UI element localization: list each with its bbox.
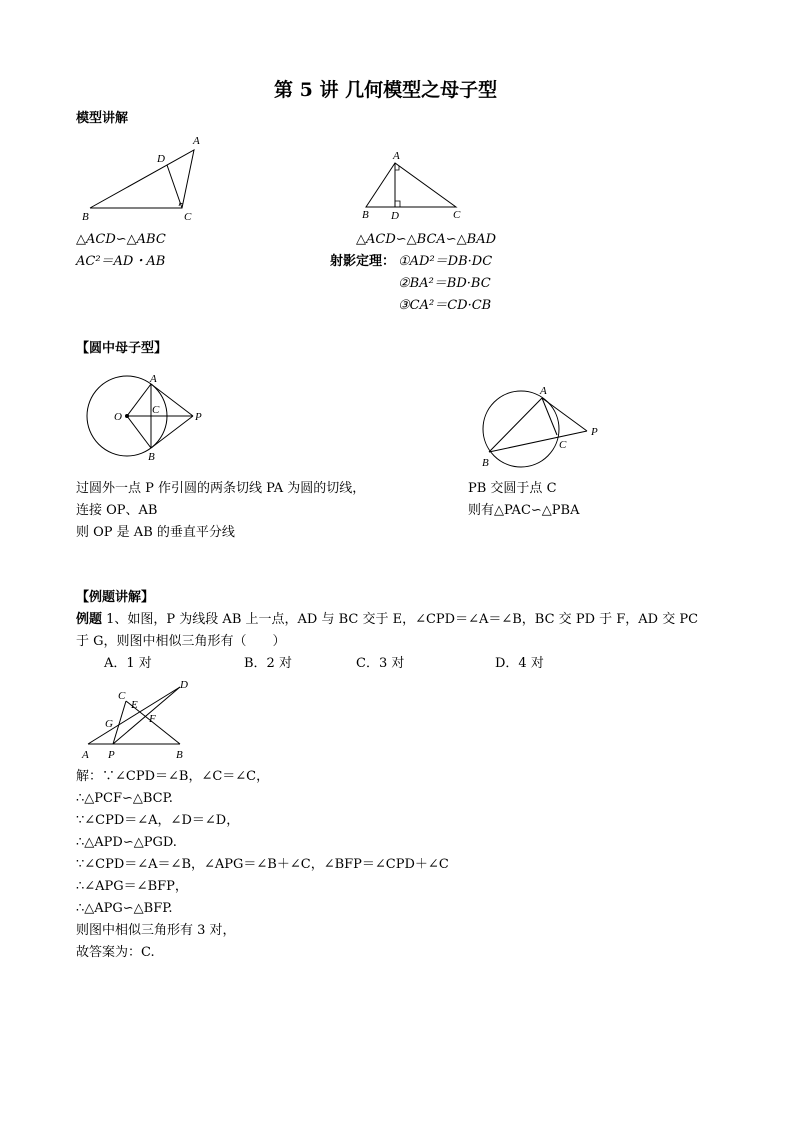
example-label-a: A <box>82 749 89 761</box>
circle2-segment-pb <box>489 431 587 452</box>
circle1-text-2: 连接 OP、AB <box>76 503 158 518</box>
solution-line-7: ∴△APG∽△BFP. <box>76 901 173 916</box>
model1-triangle <box>90 150 194 208</box>
example-label: 例题 <box>76 612 103 627</box>
circle1-radius-oa <box>127 384 151 416</box>
section-heading-model: 模型讲解 <box>76 111 129 126</box>
circle1-tangent-pb <box>151 416 193 448</box>
model2-label-d: D <box>391 210 399 222</box>
circle1-label-a: A <box>150 373 157 385</box>
model1-diagram <box>76 130 226 225</box>
option-a[interactable]: A．1 对 <box>104 656 152 671</box>
circle2-label-a: A <box>540 385 547 397</box>
model2-label-a: A <box>393 150 400 162</box>
example-question-line-1 <box>76 611 698 629</box>
model2-similar-text: △ACD∽△BCA∽△BAD <box>356 232 497 247</box>
circle1-label-c: C <box>152 404 160 416</box>
solution-line-8: 则图中相似三角形有 3 对， <box>76 923 236 938</box>
solution-line-3: ∵∠CPD＝∠A，∠D＝∠D， <box>76 813 240 828</box>
example-label-p: P <box>108 749 115 761</box>
page-title: 第 5 讲 几何模型之母子型 <box>274 79 498 101</box>
solution-line-6: ∴∠APG＝∠BFP， <box>76 879 188 894</box>
circle1-diagram <box>80 368 220 468</box>
option-b[interactable]: B．2 对 <box>244 656 292 671</box>
example-label-f: F <box>149 713 156 725</box>
section-heading-circle: 【圆中母子型】 <box>76 341 168 356</box>
example-segment-pc <box>113 701 126 744</box>
circle1-label-b: B <box>148 451 155 463</box>
model2-diagram <box>356 145 476 225</box>
theorem-item-3: ③CA²＝CD·CB <box>398 298 492 313</box>
solution-line-1: 解：∵∠CPD＝∠B，∠C＝∠C， <box>76 769 270 784</box>
circle2-segment-ab <box>489 398 542 452</box>
circle1-center-dot <box>125 414 129 418</box>
model1-label-c: C <box>184 211 192 223</box>
model1-formula-text: AC²＝AD・AB <box>76 254 166 269</box>
section-heading-example: 【例题讲解】 <box>76 590 155 605</box>
solution-line-5: ∵∠CPD＝∠A＝∠B，∠APG＝∠B＋∠C，∠BFP＝∠CPD＋∠C <box>76 857 449 872</box>
circle2-text-1: PB 交圆于点 C <box>468 481 557 496</box>
option-c[interactable]: C．3 对 <box>356 656 405 671</box>
example-segment-ad <box>88 687 180 744</box>
solution-line-2: ∴△PCF∽△BCP. <box>76 791 173 806</box>
circle1-label-p: P <box>195 411 202 423</box>
model2-label-b: B <box>362 209 369 221</box>
model2-label-c: C <box>453 209 461 221</box>
theorem-item-2: ②BA²＝BD·BC <box>398 276 491 291</box>
circle2-label-c: C <box>559 439 567 451</box>
example-label-e: E <box>131 699 138 711</box>
option-d[interactable]: D．4 对 <box>495 656 544 671</box>
circle2-label-b: B <box>482 457 489 469</box>
example-label-g: G <box>105 718 113 730</box>
model1-segment-cd <box>167 165 182 208</box>
model1-label-d: D <box>157 153 165 165</box>
example-diagram <box>76 676 201 766</box>
example-label-b: B <box>176 749 183 761</box>
model1-similar-text: △ACD∽△ABC <box>76 232 166 247</box>
circle2-label-p: P <box>591 426 598 438</box>
model2-right-angle-a <box>395 166 399 170</box>
model1-label-b: B <box>82 211 89 223</box>
solution-line-4: ∴△APD∽△PGD. <box>76 835 177 850</box>
example-question-text: 1、如图，P 为线段 AB 上一点，AD 与 BC 交于 E，∠CPD＝∠A＝∠B，BC 交 PD 于 F，AD 交 PC <box>102 612 699 627</box>
model1-label-a: A <box>193 135 200 147</box>
circle1-label-o: O <box>114 411 122 423</box>
solution-line-9: 故答案为：C. <box>76 945 155 960</box>
example-question-line-2: 于 G，则图中相似三角形有（ ） <box>76 634 286 649</box>
circle1-radius-ob <box>127 416 151 448</box>
projection-theorem-label: 射影定理： <box>330 254 396 269</box>
theorem-item-1: ①AD²＝DB·DC <box>398 254 493 269</box>
example-label-d: D <box>180 679 188 691</box>
model2-right-angle-d <box>395 201 400 207</box>
circle1-text-3: 则 OP 是 AB 的垂直平分线 <box>76 525 235 540</box>
model2-triangle <box>366 163 456 207</box>
circle2-diagram <box>474 382 604 474</box>
circle2-text-2: 则有△PAC∽△PBA <box>468 503 580 518</box>
example-label-c: C <box>118 690 126 702</box>
circle1-text-1: 过圆外一点 P 作引圆的两条切线 PA 为圆的切线， <box>76 481 366 496</box>
